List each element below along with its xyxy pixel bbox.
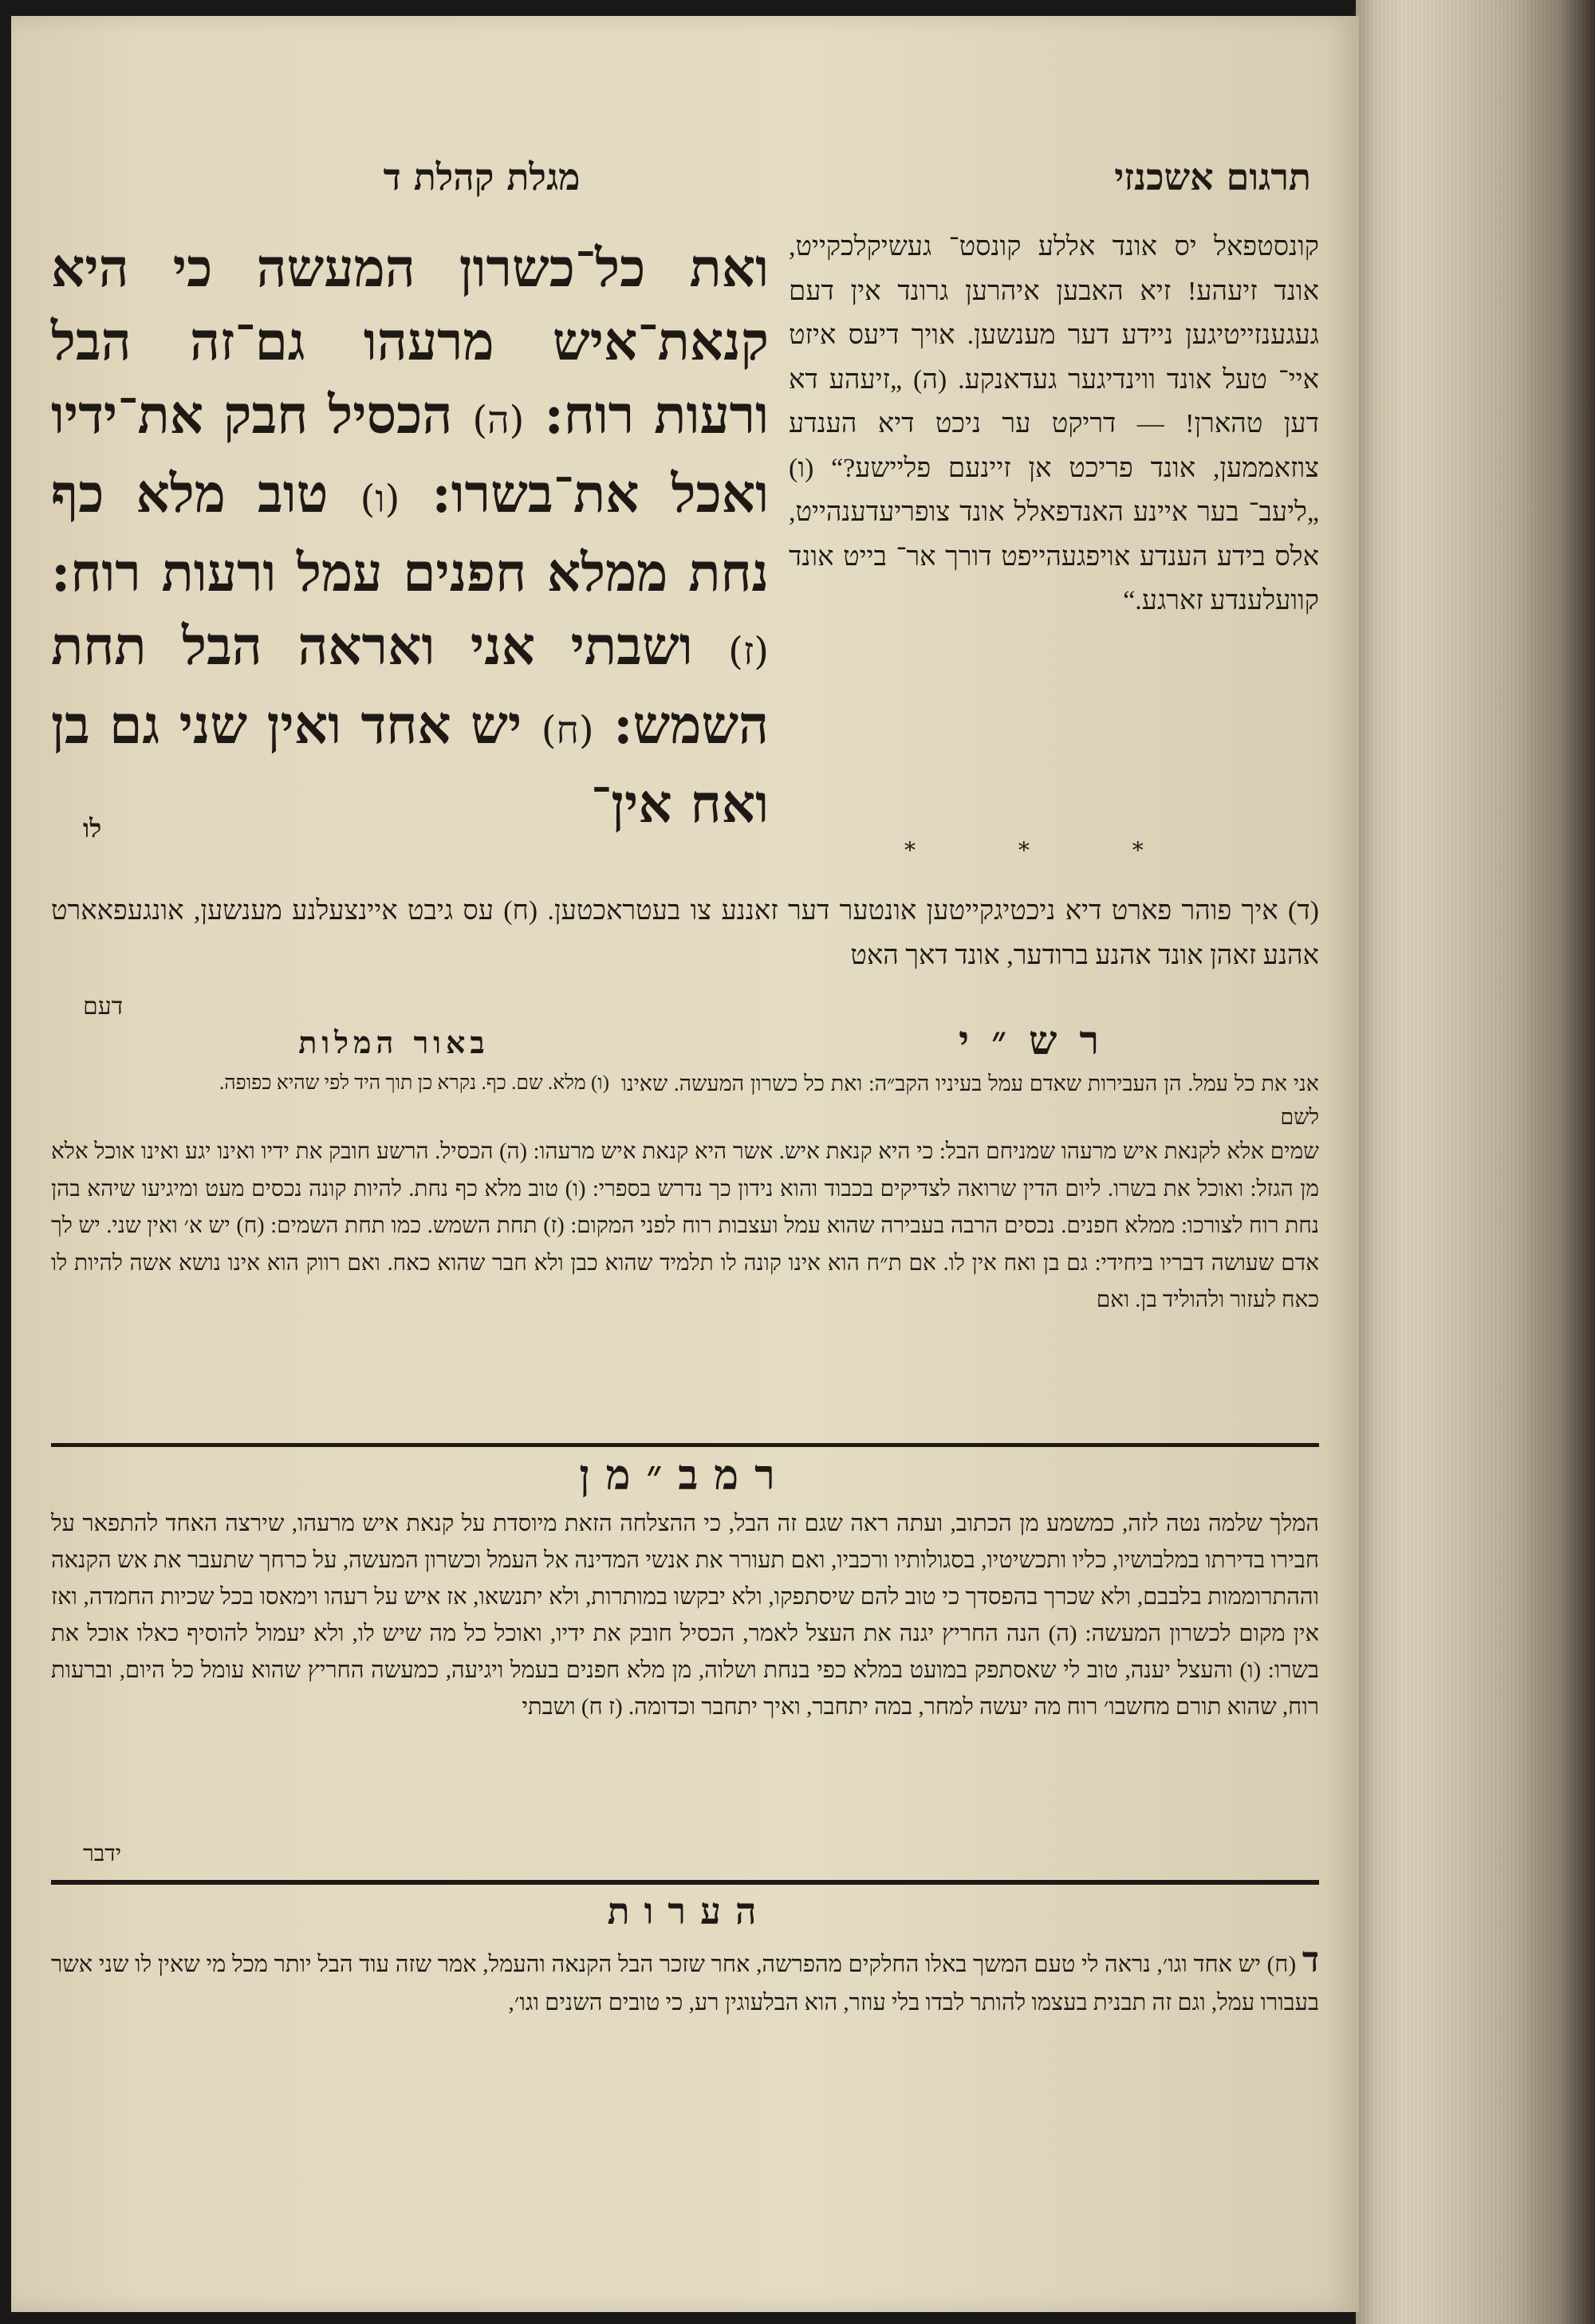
scripture-verse-5: הכסיל חבק את־ידיו ואכל את־בשרו:: [51, 383, 769, 525]
ramban-commentary-text: המלך שלמה נטה לזה, כמשמע מן הכתוב, ועתה ראה שגם זה הבל, כי ההצלחה הזאת מיוסדת על קנאת איש מרעהו, שירצה האחד להתפאר על חבירו בדירתו במלבושיו, כליו ותכשיטיו, בסגולותיו ורכביו, ואם תעורר את אנשי המדינה אל העמל וכשרון המעשה, על כרחך שתעבר את אש הקנאה וההתרוממות בלבבם, ולא שכרך בהפסדך כי טוב להם שיסתפקו, ולא יבקשו במותרות, ולא יתנשאו, אז איש על רעהו וימאסו בכל שכיות החמדה, ואז אין מקום לכשרון המעשה: (ה) הנה החריץ יגנה את העצל לאמר, הכסיל חובק את ידיו, ואוכל כל מה שיש לו, ולא יעמול להוסיף כאלו אוכל את בשרו: (ו) והעצל יענה, טוב לי שאסתפק במועט במלא כפי בנחת ושלוה, מן מלא חפנים בעמל ויגיעה, כמעשה החריץ שהוא עומל כל היום, וברעות רוח, שהוא תורם מחשבו׳ רוח מה יעשה למחר, במה יתחבר, ואיך יתחבר וכדומה. (ז ח) ושבתי: [51, 1511, 1319, 1720]
scripture-verse-6: טוב מלא כף נחת ממלא חפנים עמל ורעות רוח:: [51, 462, 769, 604]
verse-number-8: (ח): [541, 708, 594, 753]
translation-continuation: (ד) איך פוהר פארט דיא ניכטיגקייטען אונטער דער זאננע צו בעטראכטען. (ח) עס גיבט איינצעלנע מענשען, אונגעפאארט אהנע זאהן אונד אהנע ברודער, אונד דאך האט: [51, 896, 1319, 970]
rashi-commentary-intro: אני את כל עמל. הן העבירות שאדם עמל בעיניו הקב״ה: ואת כל כשרון המעשה. שאינו לשם: [621, 1072, 1319, 1129]
ramban-heading: רמב״מן: [579, 1451, 791, 1500]
ramban-catchword: ידבר: [83, 1842, 122, 1866]
section-divider-rule: [51, 1443, 1319, 1447]
scripture-verse-4-end: ואת כל־כשרון המעשה כי היא קנאת־איש מרעהו גם־זה הבל ורעות רוח:: [51, 237, 769, 446]
translation-catchword: דעם: [83, 993, 124, 1020]
main-text-catchword: לו: [83, 813, 102, 843]
haarot-notes-text: (ח) יש אחד וגו׳, נראה לי טעם המשך באלו החלקים מהפרשה, אחר שזכר הבל הקנאה והעמל, אמר שזה עוד הבל יותר מכל מי שאין לו שני אשר בעבורו עמל, וגם זה תבנית בעצמו להותר לבדו בלי עוזר, הוא הבלעוגין רע, כי טובים השנים וגו׳,: [51, 1952, 1319, 2015]
running-header-book-title: מגלת קהלת ד: [383, 155, 581, 199]
haarot-notes: [51, 1941, 1319, 2022]
book-page-edge-lines: [1356, 0, 1595, 2324]
biur-hamilot-text: (ו) מלא. שם. כף. נקרא כן תוך היד לפי שהיא כפופה.: [219, 1072, 609, 1094]
scripture-verse-8-start: יש אחד ואין שני גם בן ואח אין־: [51, 694, 769, 835]
rashi-commentary-body: [51, 1134, 1319, 1319]
rashi-catchword: ואם: [1096, 1288, 1130, 1312]
main-scripture-text: [51, 231, 769, 840]
targum-translation-column: קונסטפאל יס אונד אללע קונסט־ געשיקלכקייט, אונד זיעהע! זיא האבען איהרען גרונד אין דעם געגענזייטיגען ניידע דער מענשען. אויך דיעס איזט איי־ טעל אונד ווינדיגער געדאנקע. (ה) „זיעהע דא דען טהארן! — דריקט ער ניכט דיא הענדע צוזאממען, אונד פריכט אן זיינעם פליישע?“ (ו) „ליעב־ בער איינע האנדפאלל אונד צופריעדענהייט, אלס בידע הענדע אויפגעהייפט דורך אר־ בייט אונד קוועלענדע זארגע.“: [789, 232, 1319, 615]
book-page: [11, 16, 1359, 2312]
biur-hamilot-heading: באור המלות: [298, 1024, 490, 1060]
notes-divider-rule: [51, 1880, 1319, 1885]
verse-number-6: (ו): [360, 477, 400, 521]
section-asterisks: * * *: [904, 837, 1191, 863]
rashi-heading: רש״י: [958, 1017, 1122, 1064]
haarot-heading: הערות: [607, 1889, 771, 1933]
verse-number-7: (ז): [728, 629, 769, 674]
verse-number-5: (ה): [472, 398, 525, 442]
running-header-targum: תרגום אשכנזי: [1114, 155, 1311, 199]
haarot-chapter-letter: ד: [1302, 1941, 1320, 1980]
rashi-commentary-text: שמים אלא לקנאת איש מרעהו שמניחם הבל: כי היא קנאת איש. אשר היא קנאת איש מרעהו: (ה) הכסיל. הרשע חובק את ידיו ואינו יגע ואינו אוכל אלא מן הגזל: ואוכל את בשרו. ליום הדין שרואה לצדיקים בכבוד והוא נידון כך נדרש בספרי: (ו) טוב מלא כף נחת. להיות קונה נכסים מעט ומיגיעו שיהא בהן נחת רוח לצורכו: ממלא חפנים. נכסים הרבה בעבירה שהוא עמל ועצבות רוח לפני המקום: (ז) תחת השמש. כמו תחת השמים: (ח) יש א׳ ואין שני. יש לך אדם שעושה דבריו ביחידי: גם בן ואח אין לו. אם ת״ח הוא אינו קונה לו תלמיד שהוא כבן ולא חבר שהוא כאח. ואם רווק הוא אינו נושא אשה להיות לו כאח לעזור ולהוליד בן.: [51, 1139, 1319, 1312]
scripture-verse-7: ושבתי אני ואראה הבל תחת השמש:: [51, 615, 770, 756]
